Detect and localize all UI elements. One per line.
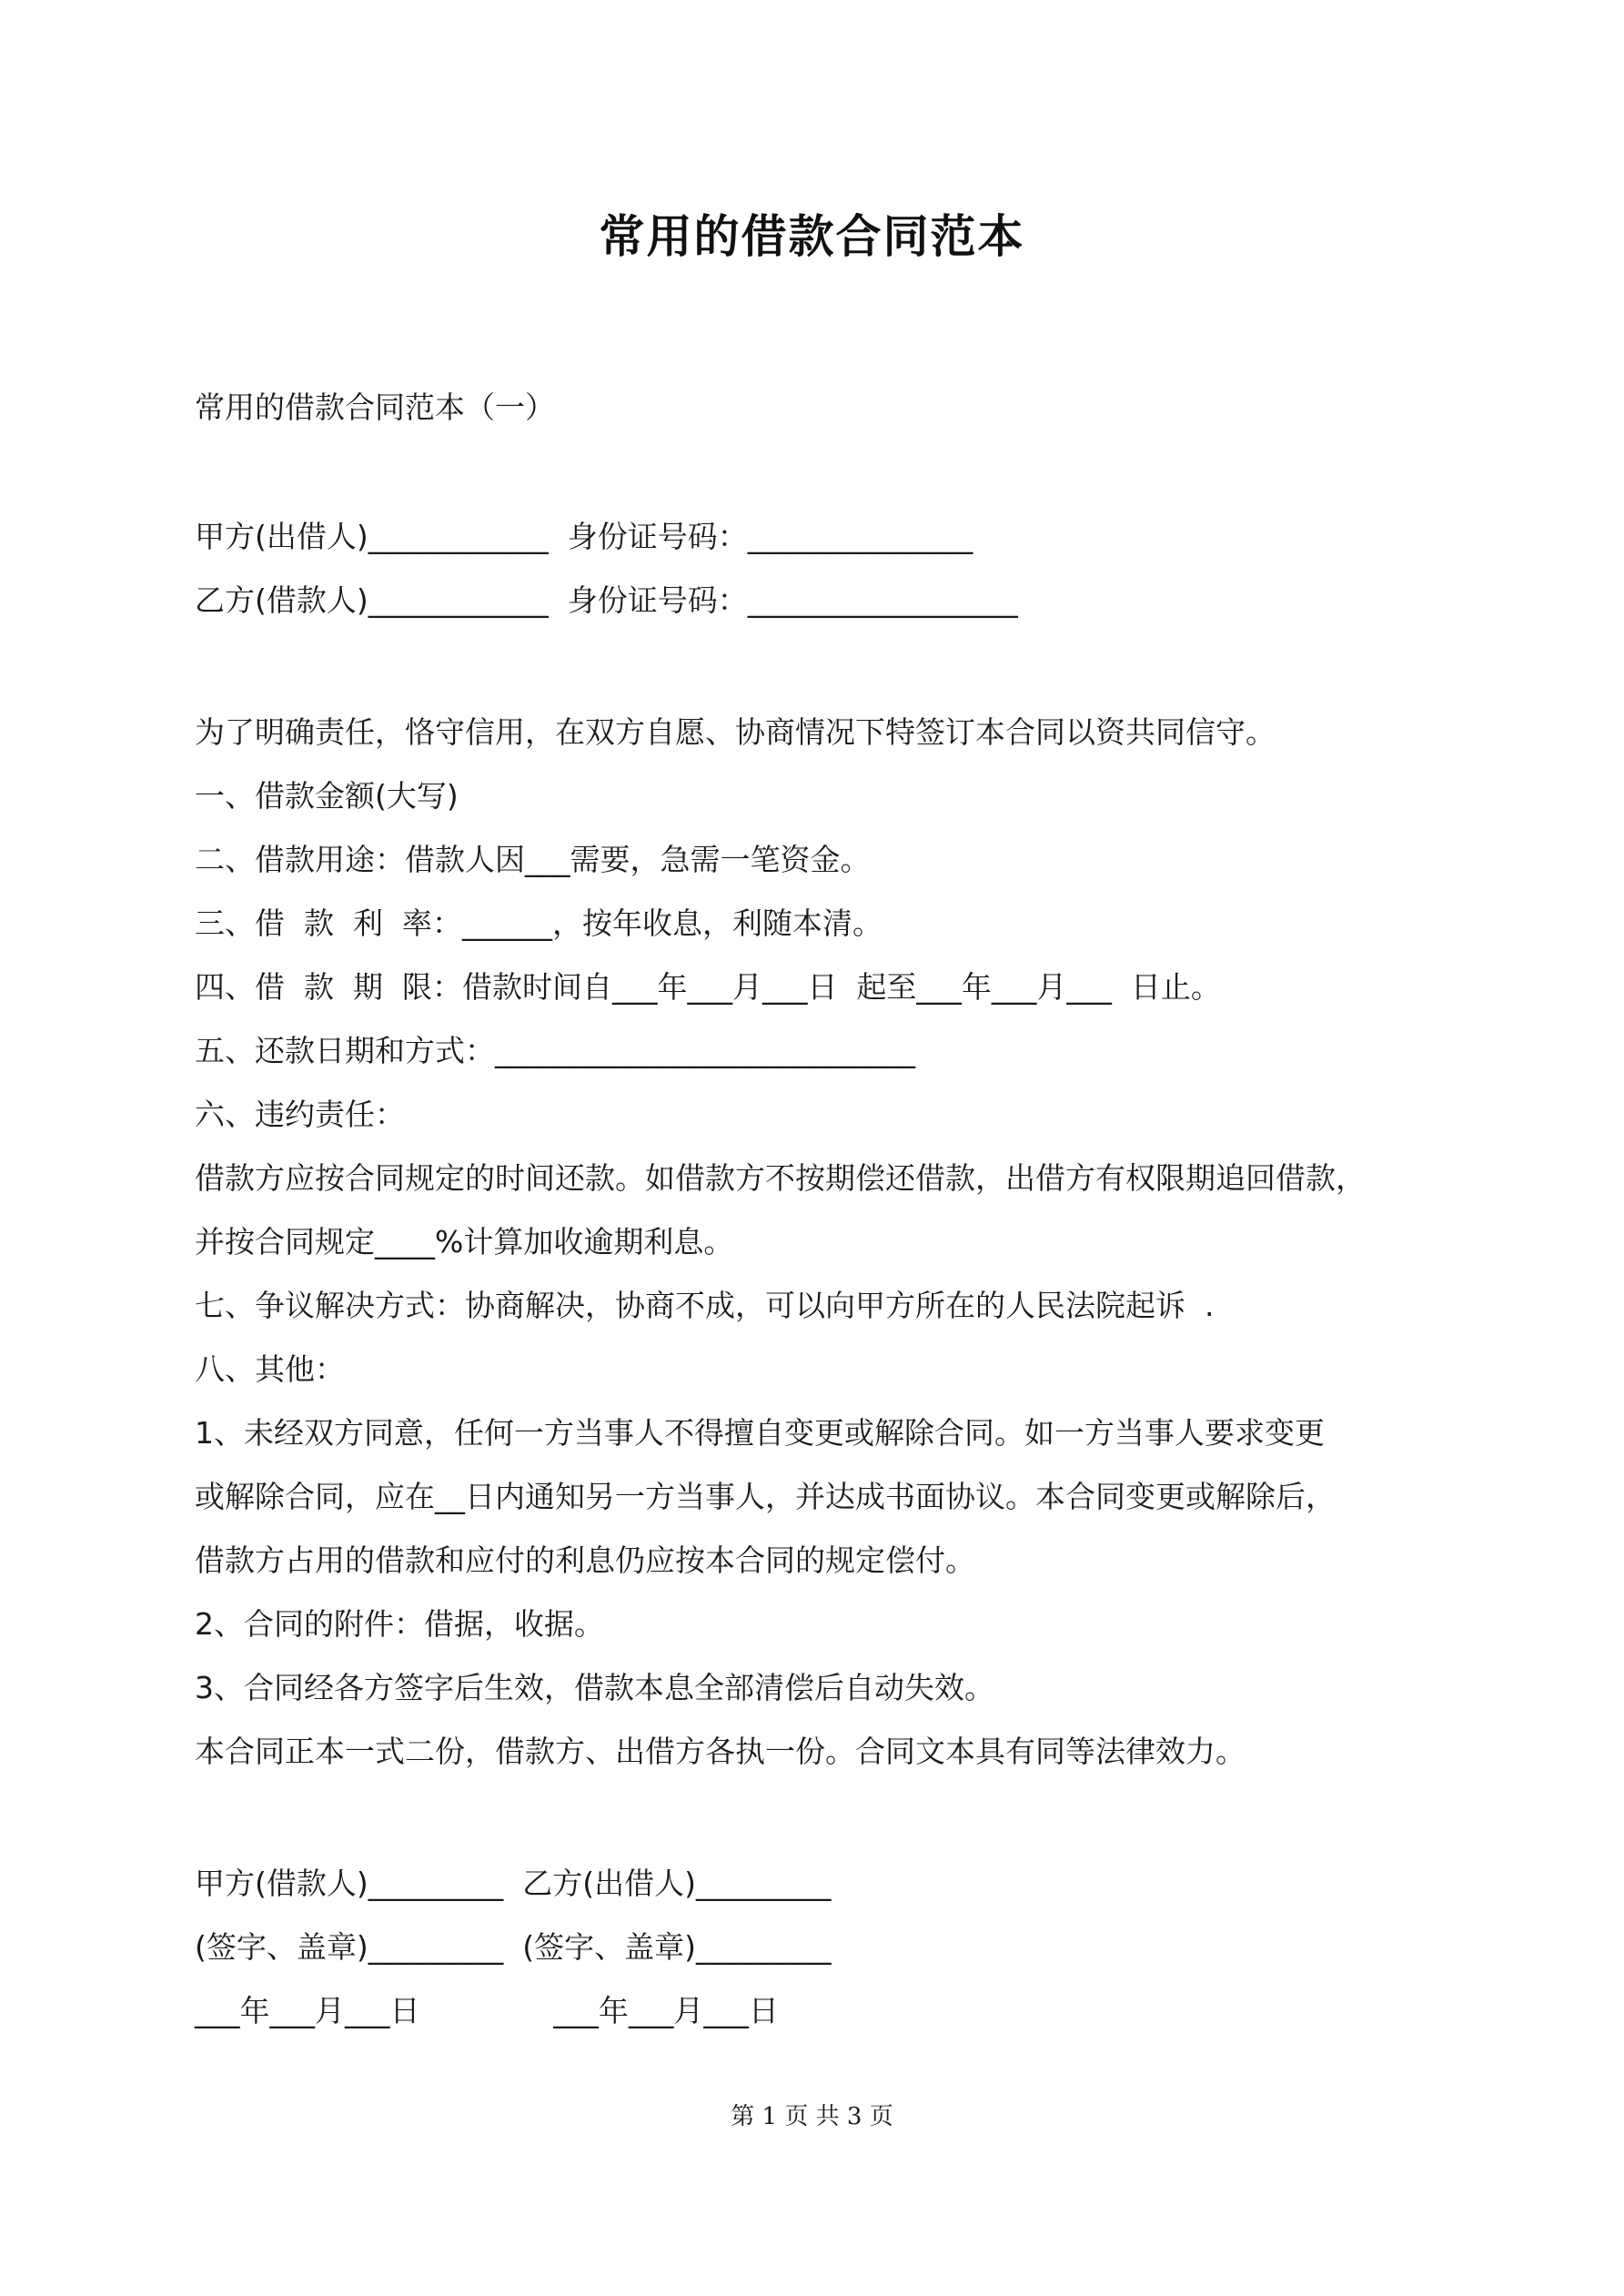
preamble: 为了明确责任，恪守信用，在双方自愿、协商情况下特签订本合同以资共同信守。 — [195, 714, 1276, 750]
signature-date: ___年___月___日 ___年___月___日 — [195, 1993, 779, 2028]
signature-seal: (签字、盖章)_________ (签字、盖章)_________ — [195, 1929, 832, 1965]
clause-repayment: 五、还款日期和方式：____________________________ — [195, 1033, 915, 1068]
other-item-1-line-2: 或解除合同，应在__日内通知另一方当事人，并达成书面协议。本合同变更或解除后， — [195, 1479, 1336, 1514]
signature-parties: 甲方(借款人)_________ 乙方(出借人)_________ — [195, 1866, 832, 1901]
other-item-1-line-1: 1、未经双方同意，任何一方当事人不得擅自变更或解除合同。如一方当事人要求变更 — [195, 1415, 1325, 1451]
clause-interest-rate: 三、借 款 利 率：______，按年收息，利随本清。 — [195, 905, 883, 941]
other-item-1-line-3: 借款方占用的借款和应付的利息仍应按本合同的规定偿付。 — [195, 1542, 975, 1578]
copies-statement: 本合同正本一式二份，借款方、出借方各执一份。合同文本具有同等法律效力。 — [195, 1734, 1246, 1769]
breach-text-line-2: 并按合同规定____%计算加收逾期利息。 — [195, 1224, 734, 1259]
clause-loan-amount: 一、借款金额(大写) — [195, 778, 459, 814]
clause-loan-term: 四、借 款 期 限：借款时间自___年___月___日 起至___年___月___ 日止。 — [195, 969, 1221, 1005]
clause-other: 八、其他： — [195, 1351, 345, 1387]
party-b-line: 乙方(借款人)____________ 身份证号码：__________________ — [195, 582, 1018, 618]
other-item-3: 3、合同经各方签字后生效，借款本息全部清偿后自动失效。 — [195, 1670, 994, 1705]
contract-subtitle: 常用的借款合同范本（一） — [195, 389, 555, 425]
page-title: 常用的借款合同范本 — [599, 209, 1025, 263]
breach-text-line-1: 借款方应按合同规定的时间还款。如借款方不按期偿还借款，出借方有权限期追回借款， — [195, 1160, 1366, 1196]
clause-breach: 六、违约责任： — [195, 1097, 405, 1132]
clause-dispute: 七、争议解决方式：协商解决，协商不成，可以向甲方所在的人民法院起诉 . — [195, 1288, 1215, 1323]
party-a-line: 甲方(出借人)____________ 身份证号码：_______________ — [195, 519, 973, 554]
page-indicator: 第 1 页 共 3 页 — [731, 2103, 893, 2130]
clause-loan-purpose: 二、借款用途：借款人因___需要，急需一笔资金。 — [195, 842, 871, 877]
other-item-2: 2、合同的附件：借据，收据。 — [195, 1606, 604, 1642]
